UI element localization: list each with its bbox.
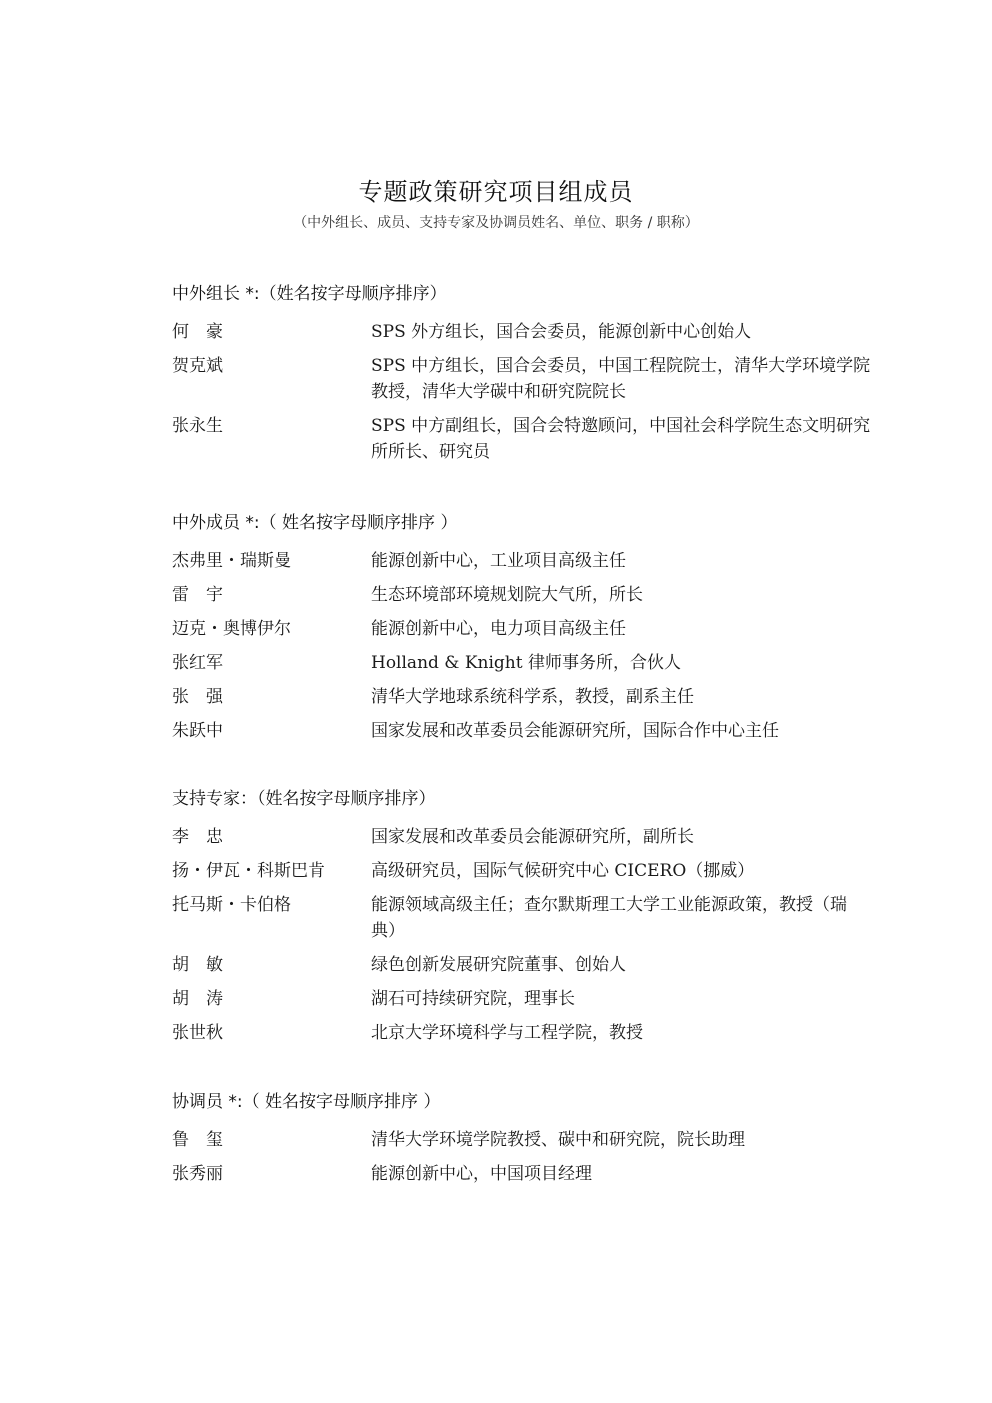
member-row: [172, 1161, 872, 1187]
member-row: [172, 353, 872, 405]
member-role: 能源创新中心，中国项目经理: [371, 1164, 592, 1184]
member-name: 胡 敏: [172, 955, 223, 975]
member-role: 国家发展和改革委员会能源研究所，国际合作中心主任: [371, 721, 779, 741]
member-row: [172, 616, 872, 642]
member-name: 扬・伊瓦・科斯巴肯: [172, 861, 325, 881]
member-role: 能源创新中心，电力项目高级主任: [371, 619, 626, 639]
member-row: [172, 1020, 872, 1046]
member-role: 北京大学环境科学与工程学院，教授: [371, 1023, 643, 1043]
section-heading: 协调员 *:（ 姓名按字母顺序排序 ）: [172, 1092, 441, 1112]
section-heading: 中外组长 *:（姓名按字母顺序排序）: [172, 284, 447, 304]
member-row: [172, 650, 872, 676]
section-leaders: [172, 283, 872, 473]
member-name: 张永生: [172, 416, 223, 436]
document-subtitle: （中外组长、成员、支持专家及协调员姓名、单位、职务 / 职称）: [293, 215, 699, 231]
member-name: 贺克斌: [172, 356, 223, 376]
member-name: 迈克・奥博伊尔: [172, 619, 291, 639]
member-row: [172, 858, 872, 884]
document-title: 专题政策研究项目组成员: [358, 178, 634, 206]
member-name: 杰弗里・瑞斯曼: [172, 551, 291, 571]
member-name: 雷 宇: [172, 585, 223, 605]
member-row: [172, 413, 872, 465]
member-name: 李 忠: [172, 827, 223, 847]
member-name: 张世秋: [172, 1023, 223, 1043]
member-name: 鲁 玺: [172, 1130, 223, 1150]
member-name: 托马斯・卡伯格: [172, 895, 291, 915]
member-name: 何 豪: [172, 322, 223, 342]
member-role: SPS 中方副组长，国合会特邀顾问，中国社会科学院生态文明研究所所长、研究员: [371, 416, 871, 462]
member-row: [172, 892, 872, 944]
member-row: [172, 684, 872, 710]
member-role: 能源领域高级主任；查尔默斯理工大学工业能源政策，教授（瑞典）: [371, 895, 847, 941]
member-name: 张红军: [172, 653, 223, 673]
member-role: 清华大学环境学院教授、碳中和研究院，院长助理: [371, 1130, 745, 1150]
member-name: 朱跃中: [172, 721, 223, 741]
member-row: [172, 824, 872, 850]
member-row: [172, 718, 872, 744]
member-row: [172, 986, 872, 1012]
member-name: 胡 涛: [172, 989, 223, 1009]
member-role: SPS 外方组长，国合会委员，能源创新中心创始人: [371, 322, 752, 342]
member-row: [172, 1127, 872, 1153]
member-row: [172, 319, 872, 345]
member-role: 生态环境部环境规划院大气所，所长: [371, 585, 643, 605]
member-role: Holland & Knight 律师事务所，合伙人: [371, 653, 681, 673]
member-role: 高级研究员，国际气候研究中心 CICERO（挪威）: [371, 861, 755, 881]
section-members: [172, 512, 872, 752]
member-name: 张秀丽: [172, 1164, 223, 1184]
member-role: 清华大学地球系统科学系，教授，副系主任: [371, 687, 694, 707]
member-row: [172, 548, 872, 574]
section-heading: 中外成员 *:（ 姓名按字母顺序排序 ）: [172, 513, 458, 533]
member-row: [172, 952, 872, 978]
section-experts: [172, 788, 872, 1054]
member-name: 张 强: [172, 687, 223, 707]
member-role: 湖石可持续研究院，理事长: [371, 989, 575, 1009]
member-role: 国家发展和改革委员会能源研究所，副所长: [371, 827, 694, 847]
section-heading: 支持专家：（姓名按字母顺序排序）: [172, 789, 436, 809]
member-role: 绿色创新发展研究院董事、创始人: [371, 955, 626, 975]
member-row: [172, 582, 872, 608]
member-role: SPS 中方组长，国合会委员，中国工程院院士，清华大学环境学院教授，清华大学碳中和研究院院长: [371, 356, 871, 402]
section-coordinators: [172, 1091, 872, 1195]
member-role: 能源创新中心，工业项目高级主任: [371, 551, 626, 571]
